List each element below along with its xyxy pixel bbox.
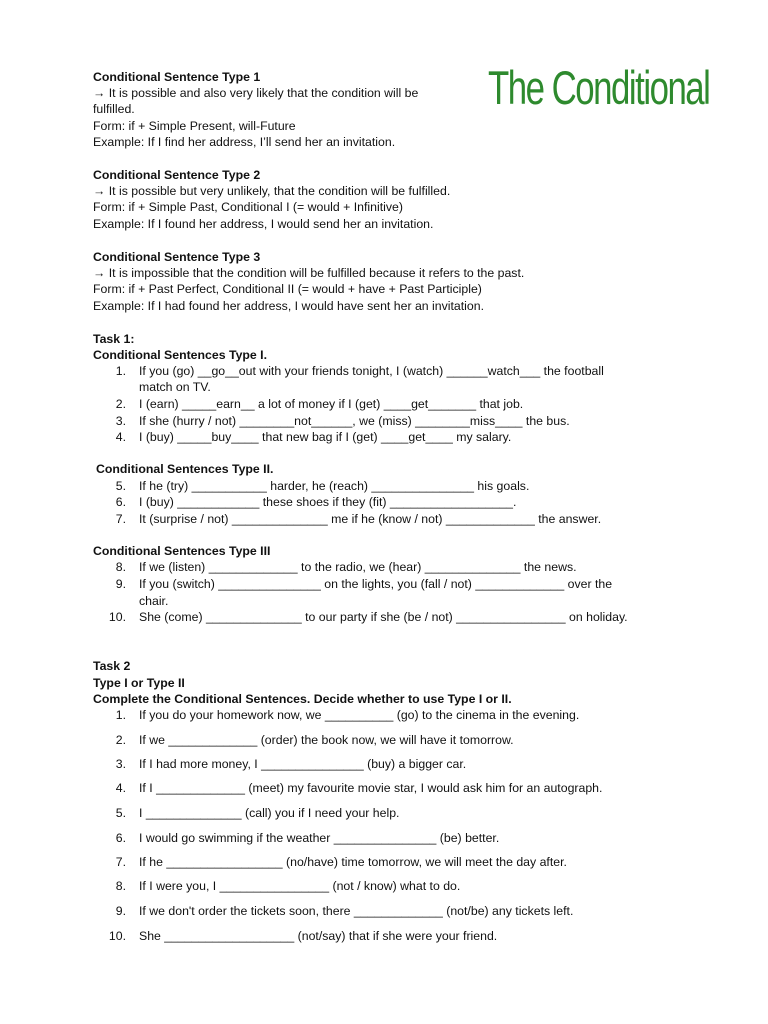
- list-number: 1.: [115, 708, 126, 722]
- list-number: 9.: [115, 577, 126, 591]
- list-number: 5.: [115, 479, 126, 493]
- task1-section-type3: Conditional Sentences Type III: [93, 544, 271, 558]
- type2-description: → It is possible but very unlikely, that the condition will be fulfilled.: [93, 184, 451, 198]
- list-number: 4.: [115, 430, 126, 444]
- exercise-item: If she (hurry / not) ________not______, we (miss) ________miss____ the bus.: [139, 414, 570, 428]
- type1-heading: Conditional Sentence Type 1: [93, 70, 261, 84]
- type1-form: Form: if + Simple Present, will-Future: [93, 119, 296, 133]
- exercise-item: If you do your homework now, we __________ (go) to the cinema in the evening.: [139, 708, 580, 722]
- type1-description: → It is possible and also very likely that the condition will be: [93, 86, 419, 100]
- list-number: 5.: [115, 806, 126, 820]
- list-number: 8.: [115, 560, 126, 574]
- task2-subheading: Type I or Type II: [93, 676, 185, 690]
- exercise-item: She (come) ______________ to our party if she (be / not) ________________ on holiday.: [139, 610, 628, 624]
- page-title: The Conditional: [488, 61, 710, 114]
- type3-heading: Conditional Sentence Type 3: [93, 250, 261, 264]
- list-number: 3.: [115, 757, 126, 771]
- exercise-item: If I were you, I ________________ (not / know) what to do.: [139, 879, 461, 893]
- exercise-item-cont: match on TV.: [139, 380, 211, 394]
- list-number: 3.: [115, 414, 126, 428]
- task1-section-type1: Conditional Sentences Type I.: [93, 348, 268, 362]
- exercise-item: I would go swimming if the weather _______________ (be) better.: [139, 831, 500, 845]
- exercise-item: If you (switch) _______________ on the lights, you (fall / not) _____________ over the: [139, 577, 613, 591]
- exercise-item: I (buy) ____________ these shoes if they (fit) __________________.: [139, 495, 517, 509]
- exercise-item: If he (try) ___________ harder, he (reach) _______________ his goals.: [139, 479, 530, 493]
- task1-label: Task 1:: [93, 332, 135, 346]
- list-number: 7.: [115, 855, 126, 869]
- list-number: 4.: [115, 781, 126, 795]
- list-number: 9.: [115, 904, 126, 918]
- type2-example: Example: If I found her address, I would send her an invitation.: [93, 217, 434, 231]
- list-number: 6.: [115, 831, 126, 845]
- type3-example: Example: If I had found her address, I would have sent her an invitation.: [93, 299, 485, 313]
- task1-section-type2: Conditional Sentences Type II.: [96, 462, 274, 476]
- list-number: 2.: [115, 733, 126, 747]
- exercise-item: It (surprise / not) ______________ me if he (know / not) _____________ the answer.: [139, 512, 602, 526]
- exercise-item: If we _____________ (order) the book now, we will have it tomorrow.: [139, 733, 514, 747]
- type2-form: Form: if + Simple Past, Conditional I (= would + Infinitive): [93, 200, 403, 214]
- list-number: 10.: [108, 929, 126, 943]
- list-number: 2.: [115, 397, 126, 411]
- list-number: 10.: [108, 610, 126, 624]
- task2-instruction: Complete the Conditional Sentences. Decide whether to use Type I or II.: [93, 692, 512, 706]
- type2-heading: Conditional Sentence Type 2: [93, 168, 261, 182]
- type1-description-cont: fulfilled.: [93, 102, 135, 116]
- exercise-item: I ______________ (call) you if I need your help.: [139, 806, 400, 820]
- exercise-item: If I had more money, I _______________ (buy) a bigger car.: [139, 757, 467, 771]
- type1-example: Example: If I find her address, I’ll send her an invitation.: [93, 135, 396, 149]
- task2-label: Task 2: [93, 659, 131, 673]
- exercise-item: She ___________________ (not/say) that if she were your friend.: [139, 929, 498, 943]
- list-number: 7.: [115, 512, 126, 526]
- exercise-item: If we (listen) _____________ to the radio, we (hear) ______________ the news.: [139, 560, 577, 574]
- list-number: 6.: [115, 495, 126, 509]
- exercise-item: If he _________________ (no/have) time tomorrow, we will meet the day after.: [139, 855, 567, 869]
- list-number: 8.: [115, 879, 126, 893]
- exercise-item: If I _____________ (meet) my favourite movie star, I would ask him for an autograph.: [139, 781, 603, 795]
- list-number: 1.: [115, 364, 126, 378]
- exercise-item: I (earn) _____earn__ a lot of money if I (get) ____get_______ that job.: [139, 397, 524, 411]
- exercise-item: If we don't order the tickets soon, there _____________ (not/be) any tickets left.: [139, 904, 574, 918]
- exercise-item: If you (go) __go__out with your friends tonight, I (watch) ______watch___ the football: [139, 364, 604, 378]
- exercise-item-cont: chair.: [139, 594, 169, 608]
- type3-description: → It is impossible that the condition will be fulfilled because it refers to the past.: [93, 266, 525, 280]
- exercise-item: I (buy) _____buy____ that new bag if I (get) ____get____ my salary.: [139, 430, 512, 444]
- type3-form: Form: if + Past Perfect, Conditional II (= would + have + Past Participle): [93, 282, 482, 296]
